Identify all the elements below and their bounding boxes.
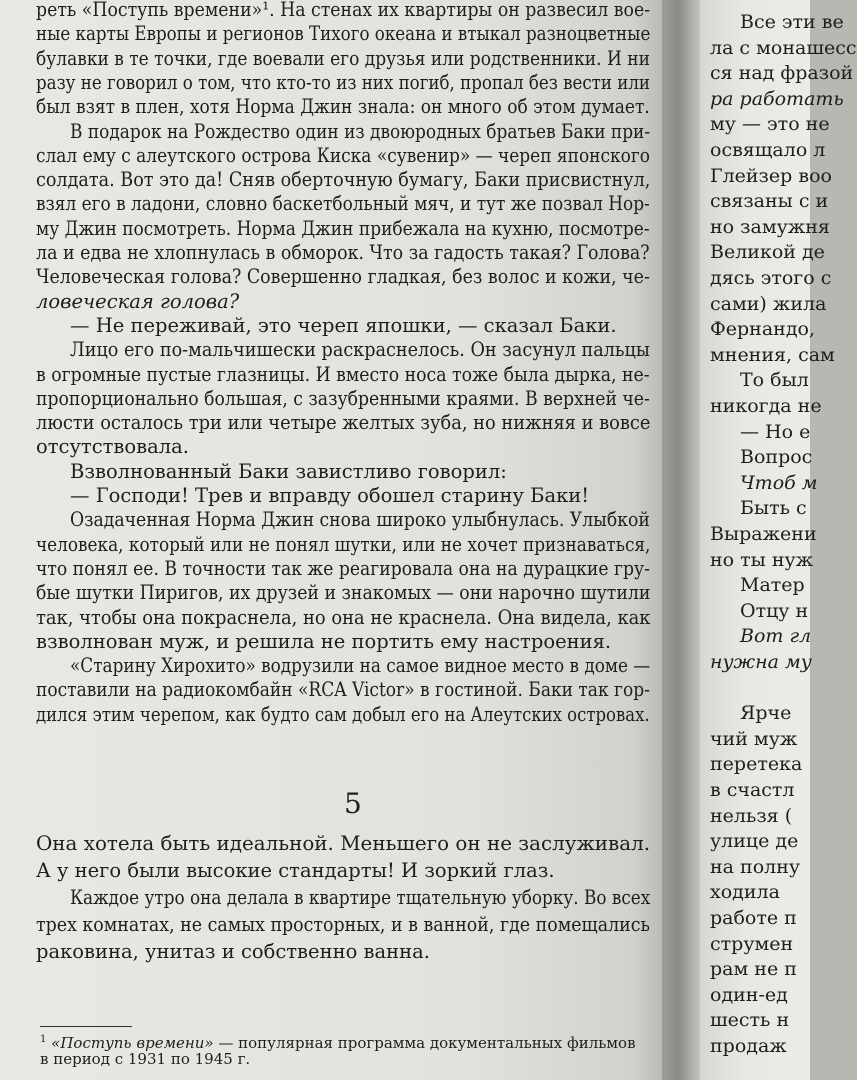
text-line: булавки в те точки, где воевали его друзья или родственники. И ни xyxy=(36,46,650,70)
right-text-line: — Но е xyxy=(740,420,811,443)
footnote-title: «Поступь времени» xyxy=(51,1034,214,1052)
text-line: Взволнованный Баки завистливо говорил: xyxy=(70,459,507,483)
text-line: люсти осталось три или четыре желтых зуба, но нижняя и вовсе xyxy=(36,411,651,435)
text-line: человека, который или не понял шутки, или не хочет признаваться, xyxy=(36,532,651,556)
right-text-line: нельзя ( xyxy=(710,804,793,827)
right-text-line: но замужня xyxy=(710,215,830,238)
right-text-line: на полну xyxy=(710,855,801,878)
right-text-line: ла с монашесс xyxy=(710,36,857,59)
right-text-line: Фернандо, xyxy=(710,318,816,341)
text-line: раковина, унитаз и собственно ванна. xyxy=(36,940,430,963)
text-line: В подарок на Рождество один из двоюродных братьев Баки при- xyxy=(70,119,651,143)
chapter-number: 5 xyxy=(344,787,362,820)
right-text-line: перетека xyxy=(710,753,803,776)
right-text-line: струмен xyxy=(710,932,794,955)
right-text-line: в счастл xyxy=(710,779,795,801)
text-line: дился этим черепом, как будто сам добыл его на Алеутских островах. xyxy=(36,702,650,726)
text-line: солдата. Вот это да! Сняв оберточную бумагу, Баки присвистнул, xyxy=(36,168,651,192)
right-text-line: Чтоб м xyxy=(740,471,818,494)
right-text-line: освящало л xyxy=(710,139,826,161)
text-line: поставили на радиокомбайн «RCA Victor» в гостиной. Баки так гор- xyxy=(36,678,650,702)
text-line: му Джин посмотреть. Норма Джин прибежала на кухню, посмотре- xyxy=(36,216,650,240)
right-text-line: му — это не xyxy=(710,113,830,136)
right-text-line: Выражени xyxy=(710,523,817,545)
right-text-line: Великой де xyxy=(710,241,825,264)
text-line: — Не переживай, это череп япошки, — сказал Баки. xyxy=(70,313,617,337)
text-line: Она хотела быть идеальной. Меньшего он не заслуживал. xyxy=(36,832,651,855)
text-line: пропорционально большая, с зазубренными краями. В верхней че- xyxy=(36,386,650,410)
text-line: трех комнатах, не самых просторных, и в ванной, где помещались xyxy=(36,913,650,936)
right-text-line: ходила xyxy=(710,881,780,904)
text-line: реть «Поступь времени»¹. На стенах их квартиры он развесил вое- xyxy=(36,0,651,21)
footnote-rule xyxy=(40,1026,132,1027)
text-line: слал ему с алеутского острова Киска «сувенир» — череп японского xyxy=(36,143,650,167)
right-text-line: дясь этого с xyxy=(710,267,832,289)
right-text-line: но ты нуж xyxy=(710,548,814,571)
right-text-line: сами) жила xyxy=(710,292,827,315)
text-line: — Господи! Трев и вправду обошел старину Баки! xyxy=(70,484,590,507)
text-line: ла и едва не хлопнулась в обморок. Что за гадость такая? Голова? xyxy=(36,241,650,264)
right-text-line: улице де xyxy=(710,830,799,853)
right-text-line: никогда не xyxy=(710,395,822,417)
text-line: Каждое утро она делала в квартире тщательную уборку. Во всех xyxy=(70,886,651,909)
text-line: бые шутки Пиригов, их друзей и знакомых — они нарочно шутили xyxy=(36,581,651,605)
right-text-line: Все эти ве xyxy=(740,11,844,33)
text-line: отсутствовала. xyxy=(36,435,189,459)
right-text-line: один-ед xyxy=(710,983,788,1006)
text-line: разу не говорил о том, что кто-то из них погиб, пропал без вести или xyxy=(36,70,651,94)
right-text-line: чий муж xyxy=(710,727,798,750)
text-line: так, чтобы она покраснела, но она не краснела. Она видела, как xyxy=(36,605,651,629)
right-text-line: Матер xyxy=(740,574,805,597)
text-line: «Старину Хирохито» водрузили на самое видное место в доме — xyxy=(70,654,651,678)
right-text-line: Ярче xyxy=(740,702,792,725)
text-line: взял его в ладони, словно баскетбольный мяч, и тут же позвал Нор- xyxy=(36,192,650,216)
book-gutter xyxy=(662,0,702,1080)
right-text-line: Вот гл xyxy=(740,625,812,648)
text-line: в огромные пустые глазницы. И вместо носа тоже была дырка, не- xyxy=(36,362,650,386)
right-text-line: Вопрос xyxy=(740,446,813,469)
text-line: Человеческая голова? Совершенно гладкая, без волос и кожи, че- xyxy=(36,265,650,289)
footnote-line-2: в период с 1931 по 1945 г. xyxy=(40,1050,251,1068)
footnote-text: — популярная программа документальных фильмов xyxy=(213,1034,636,1052)
text-line: был взят в плен, хотя Норма Джин знала: он много об этом думает. xyxy=(36,95,650,119)
right-text-line: Глейзер воо xyxy=(710,164,832,187)
right-text-line: связаны с и xyxy=(710,190,829,213)
right-text-line: рам не п xyxy=(710,958,797,981)
right-text-line: мнения, сам xyxy=(710,343,835,366)
text-line: А у него были высокие стандарты! И зоркий глаз. xyxy=(36,859,555,882)
text-line: ные карты Европы и регионов Тихого океана и втыкал разноцветные xyxy=(36,22,651,46)
right-text-line: Быть с xyxy=(740,497,807,520)
text-line: взволнован муж, и решила не портить ему настроения. xyxy=(36,629,612,653)
right-text-line: шесть н xyxy=(710,1009,790,1032)
text-line: Озадаченная Норма Джин снова широко улыбнулась. Улыбкой xyxy=(70,508,650,532)
footnote-marker: 1 xyxy=(40,1034,47,1045)
text-line: ловеческая голова? xyxy=(36,289,240,313)
right-text-line: ся над фразой xyxy=(710,62,854,85)
right-text-line: ра работать xyxy=(710,87,844,110)
right-text-line: Отцу н xyxy=(740,599,809,622)
right-text-line: работе п xyxy=(710,907,797,929)
right-text-line: То был xyxy=(740,369,809,392)
right-text-line: продаж xyxy=(710,1035,787,1057)
right-page xyxy=(700,0,857,1080)
text-line: что понял ее. В точности так же реагировала она на дурацкие гру- xyxy=(36,556,650,580)
text-line: Лицо его по-мальчишески раскраснелось. Он засунул пальцы xyxy=(70,338,650,362)
right-text-line: нужна му xyxy=(710,651,812,673)
